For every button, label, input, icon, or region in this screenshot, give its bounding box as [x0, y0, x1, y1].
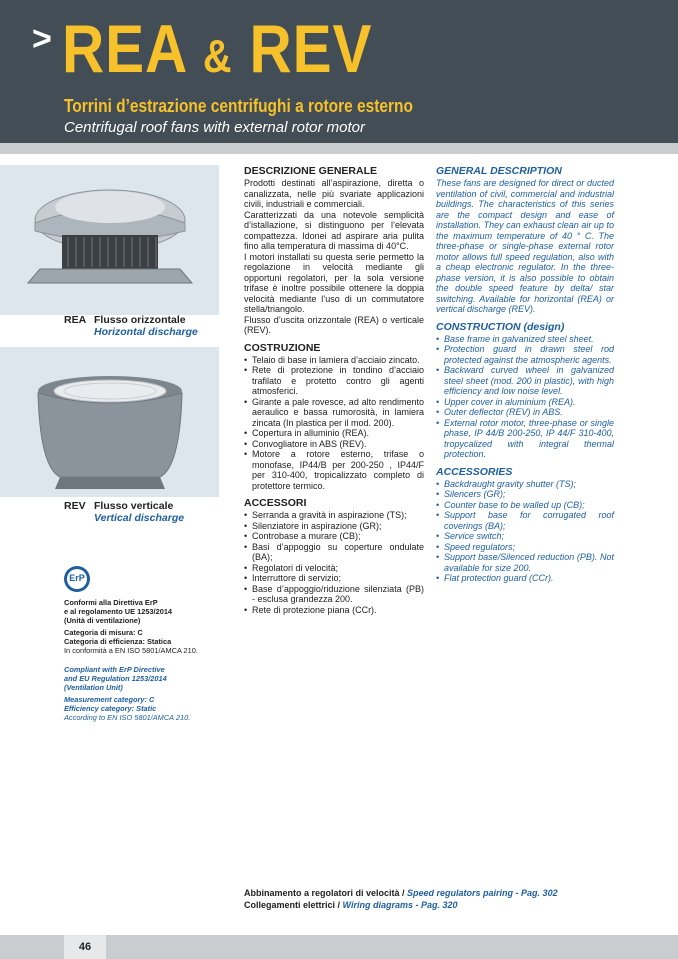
wiring-diagrams-link[interactable]: Wiring diagrams - Pag. 320 — [342, 900, 458, 910]
list-item: • Counter base to be walled up (CB); — [436, 500, 614, 511]
list-item: • Flat protection guard (CCr). — [436, 573, 614, 584]
list-item: • Serranda a gravità in aspirazione (TS); — [244, 510, 424, 521]
rev-code: REV — [64, 500, 86, 512]
subtitle-italian: Torrini d’estrazione centrifughi a rotore esterno — [64, 96, 413, 116]
list-item: • Copertura in alluminio (REA). — [244, 428, 424, 439]
erp-badge-text: ErP — [69, 573, 85, 583]
erp-english-block — [64, 665, 214, 722]
wiring-diagrams-reference[interactable] — [244, 900, 457, 911]
desc-heading-it: DESCRIZIONE GENERALE — [244, 165, 378, 177]
desc-paragraph-it: Prodotti destinati all’aspirazione, diretta o canalizzata, nelle più svariate applicazioni civili, industriali e commerciali. — [244, 178, 424, 209]
erp-en-norm: According to EN ISO 5801/AMCA 210. — [64, 713, 191, 722]
erp-it-category-measure: Categoria di misura: C — [64, 628, 143, 637]
erp-italian-block — [64, 598, 214, 655]
list-item: • Silenziatore in aspirazione (GR); — [244, 521, 424, 532]
italian-column — [244, 165, 424, 615]
desc-paragraph-it: Caratterizzati da una notevole semplicità d’istallazione, si distinguono per l’elevata compattezza. Idonei ad aspirare aria pulita fino alla temperatura di massima di 40°C. — [244, 209, 424, 251]
rea-label-it: Flusso orizzontale — [94, 314, 186, 326]
construction-heading-en: CONSTRUCTION (design) — [436, 320, 565, 333]
list-item: • Outer deflector (REV) in ABS. — [436, 407, 614, 418]
list-item: • Support base for corrugated roof coverings (BA); — [436, 510, 614, 531]
list-item: • Interruttore di servizio; — [244, 573, 424, 584]
erp-en-line: and EU Regulation 1253/2014 — [64, 674, 167, 683]
accessories-list-it — [244, 510, 424, 615]
page-number: 46 — [78, 941, 92, 953]
list-item: • Girante a pale rovesce, ad alto rendimento aeraulico e bassa rumorosità, in lamiera zincata (In plastica per il mod. 200). — [244, 397, 424, 429]
list-item: • Support base/Silenced reduction (PB). Not available for size 200. — [436, 552, 614, 573]
erp-en-line: (Ventilation Unit) — [64, 683, 123, 692]
rev-fan-image — [0, 347, 219, 497]
list-item: • Controbase a murare (CB); — [244, 531, 424, 542]
desc-paragraph-en: These fans are designed for direct or ducted ventilation of civil, commercial and industrial buildings. The characteristics of this series are the compact design and ease of installation. They can exhaust clean air up to the maximum temperature of 40 ° C. The three-phase or single-phase external rotor motor allows full speed regulation, also with a cheap electronic regulator. In the three-phase version, it is also possible to obtain the double speed feature by delta/ star switching. Available for horizontal (REA) or vertical discharge (REV). — [436, 178, 614, 314]
english-column — [436, 165, 614, 584]
rev-label-en: Vertical discharge — [94, 512, 185, 524]
erp-it-line: e al regolamento UE 1253/2014 — [64, 607, 173, 616]
list-item: • Backward curved wheel in galvanized steel sheet (mod. 200 in plastic), with high efficiency and low noise level. — [436, 365, 614, 397]
rea-label-en: Horizontal discharge — [94, 326, 198, 338]
list-item: • Upper cover in aluminium (REA). — [436, 397, 614, 408]
desc-heading-en: GENERAL DESCRIPTION — [436, 165, 562, 177]
rev-fan-illustration — [0, 347, 219, 497]
erp-it-category-efficiency: Categoria di efficienza: Statica — [64, 637, 172, 646]
list-item: • Backdraught gravity shutter (TS); — [436, 479, 614, 490]
header-stripe — [0, 143, 678, 154]
title-ampersand: & — [202, 30, 233, 82]
accessories-heading-it: ACCESSORI — [244, 497, 307, 509]
list-item: • Base frame in galvanized steel sheet. — [436, 334, 614, 345]
list-item: • Speed regulators; — [436, 542, 614, 553]
accessories-list-en — [436, 479, 614, 584]
erp-it-line: Conformi alla Direttiva ErP — [64, 598, 158, 607]
erp-it-norm: In conformità a EN ISO 5801/AMCA 210. — [64, 646, 198, 655]
list-item: • Motore a rotore esterno, trifase o monofase, IP44/B per 200-250 , IP44/F per 310-400, tropicalizzato completo di protettore termico. — [244, 449, 424, 491]
construction-list-it — [244, 355, 424, 492]
list-item: • Rete di protezione piana (CCr). — [244, 605, 424, 616]
speed-regulators-label-it: Abbinamento a regolatori di velocità / — [244, 888, 408, 898]
title-rev: REV — [249, 11, 373, 87]
rea-code: REA — [64, 314, 87, 326]
rea-fan-image — [0, 165, 219, 315]
erp-en-category-measure: Measurement category: C — [64, 695, 155, 704]
page-header — [0, 0, 678, 143]
rea-fan-illustration — [0, 165, 219, 315]
list-item: • External rotor motor, three-phase or single phase, IP 44/B 200-250, IP 44/F 310-400, tropycalized with integral thermal protection. — [436, 418, 614, 460]
list-item: • Silencers (GR); — [436, 489, 614, 500]
erp-badge-icon — [64, 566, 90, 592]
list-item: • Telaio di base in lamiera d’acciaio zincato. — [244, 355, 424, 366]
erp-it-line: (Unità di ventilazione) — [64, 616, 141, 625]
list-item: • Regolatori di velocità; — [244, 563, 424, 574]
erp-en-line: Compliant with ErP Directive — [64, 665, 165, 674]
chevron-icon: > — [32, 20, 52, 58]
page-title — [62, 10, 372, 88]
page-number-box — [64, 935, 106, 959]
accessories-heading-en: ACCESSORIES — [436, 465, 513, 478]
list-item: • Base d’appoggio/riduzione silenziata (PB) - esclusa grandezza 200. — [244, 584, 424, 605]
speed-regulators-reference[interactable] — [244, 888, 558, 899]
wiring-diagrams-label-it: Collegamenti elettrici / — [244, 900, 343, 910]
list-item: • Service switch; — [436, 531, 614, 542]
subtitle-english: Centrifugal roof fans with external rotor motor — [64, 119, 365, 136]
construction-list-en — [436, 334, 614, 460]
construction-heading-it: COSTRUZIONE — [244, 341, 321, 354]
erp-en-category-efficiency: Efficiency category: Static — [64, 704, 157, 713]
speed-regulators-link[interactable]: Speed regulators pairing - Pag. 302 — [407, 888, 558, 898]
title-rea: REA — [62, 11, 186, 87]
list-item: • Protection guard in drawn steel rod protected against the atmospheric agents. — [436, 344, 614, 365]
desc-paragraph-it: Flusso d’uscita orizzontale (REA) o verticale (REV). — [244, 314, 424, 335]
list-item: • Basi d’appoggio su coperture ondulate (BA); — [244, 542, 424, 563]
desc-paragraph-it: I motori installati su questa serie permetto la regolazione in velocità mediante gli opportuni regolatori, per la sola versione trifase è inoltre possibile ottenere la doppia velocità mediante l’uso di un commutatore stella/triangolo. — [244, 251, 424, 314]
rev-label-it: Flusso verticale — [94, 500, 174, 512]
list-item: • Rete di protezione in tondino d’acciaio trafilato e protetto contro gli agenti atmosferici. — [244, 365, 424, 397]
list-item: • Convogliatore in ABS (REV). — [244, 439, 424, 450]
